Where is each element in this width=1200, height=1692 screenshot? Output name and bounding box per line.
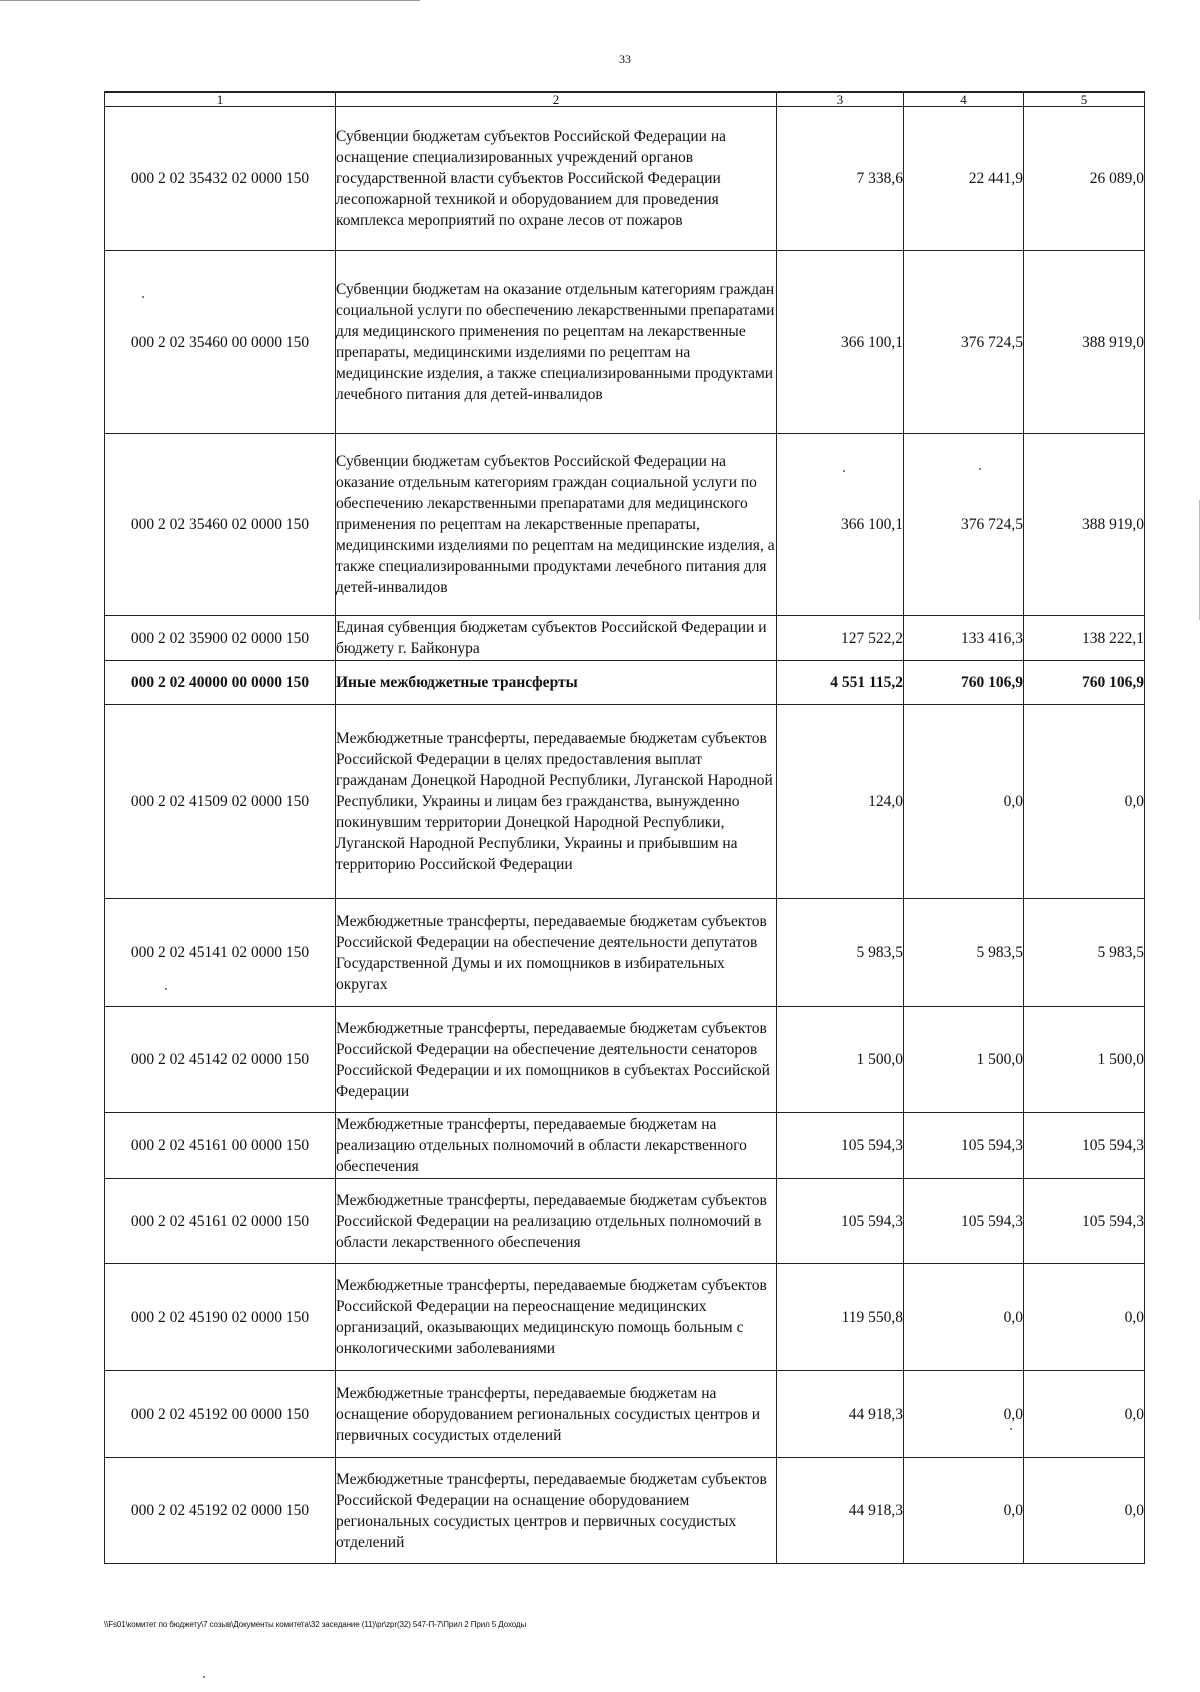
scan-speck — [165, 988, 167, 990]
description-cell: Межбюджетные трансферты, передаваемые бюджетам субъектов Российской Федерации в целях предоставления выплат гражданам Донецкой Народной Республики, Луганской Народной Республики, Украины и лицам без гражданства, вынужденно покинувшим территории Донецкой Народной Республики, Луганской Народной Республики, Украины и прибывшим на территорию Российской Федерации — [336, 705, 777, 899]
amount-cell-col3: 105 594,3 — [777, 1113, 904, 1179]
table-row — [105, 107, 1145, 251]
amount-cell-col5: 105 594,3 — [1024, 1179, 1145, 1264]
budget-code-cell: 000 2 02 35432 02 0000 150 — [105, 107, 336, 251]
table-row — [105, 1179, 1145, 1264]
description-cell: Межбюджетные трансферты, передаваемые бюджетам субъектов Российской Федерации на оснащение оборудованием региональных сосудистых центров и первичных сосудистых отделений — [336, 1458, 777, 1564]
amount-cell-col4: 5 983,5 — [904, 899, 1024, 1007]
amount-cell-col3: 119 550,8 — [777, 1264, 904, 1371]
amount-cell-col3: 366 100,1 — [777, 434, 904, 616]
description-cell: Межбюджетные трансферты, передаваемые бюджетам на реализацию отдельных полномочий в области лекарственного обеспечения — [336, 1113, 777, 1179]
table-row — [105, 1264, 1145, 1371]
amount-cell-col5: 138 222,1 — [1024, 616, 1145, 661]
budget-code-cell: 000 2 02 45161 00 0000 150 — [105, 1113, 336, 1179]
amount-cell-col3: 105 594,3 — [777, 1179, 904, 1264]
column-number-header-row — [105, 92, 1145, 107]
amount-cell-col4: 133 416,3 — [904, 616, 1024, 661]
amount-cell-col4: 0,0 — [904, 1264, 1024, 1371]
table-row-section-total — [105, 661, 1145, 705]
table-row — [105, 1371, 1145, 1458]
column-header: 1 — [105, 92, 336, 107]
table-row — [105, 434, 1145, 616]
amount-cell-col5: 26 089,0 — [1024, 107, 1145, 251]
table-row — [105, 899, 1145, 1007]
table-row — [105, 1458, 1145, 1564]
amount-cell-col3: 1 500,0 — [777, 1007, 904, 1113]
budget-code-cell: 000 2 02 45161 02 0000 150 — [105, 1179, 336, 1264]
table-row — [105, 1007, 1145, 1113]
amount-cell-col3: 44 918,3 — [777, 1458, 904, 1564]
scan-speck — [1010, 1428, 1012, 1430]
amount-cell-col4: 22 441,9 — [904, 107, 1024, 251]
amount-cell-col4: 376 724,5 — [904, 251, 1024, 434]
amount-cell-col4: 105 594,3 — [904, 1113, 1024, 1179]
amount-cell-col3: 4 551 115,2 — [777, 661, 904, 705]
description-cell: Субвенции бюджетам на оказание отдельным категориям граждан социальной услуги по обеспечению лекарственными препаратами для медицинского применения по рецептам на лекарственные препараты, медицинскими изделиями по рецептам на медицинские изделия, а также специализированными продуктами лечебного питания для детей-инвалидов — [336, 251, 777, 434]
column-header: 4 — [904, 92, 1024, 107]
amount-cell-col4: 0,0 — [904, 1458, 1024, 1564]
table-row — [105, 251, 1145, 434]
scan-speck — [979, 468, 981, 470]
amount-cell-col5: 0,0 — [1024, 1458, 1145, 1564]
amount-cell-col4: 0,0 — [904, 705, 1024, 899]
page-number: 33 — [619, 52, 631, 66]
column-header: 5 — [1024, 92, 1145, 107]
amount-cell-col5: 1 500,0 — [1024, 1007, 1145, 1113]
budget-code-cell: 000 2 02 45142 02 0000 150 — [105, 1007, 336, 1113]
table-row — [105, 616, 1145, 661]
scan-speck — [203, 1676, 205, 1678]
description-cell: Субвенции бюджетам субъектов Российской Федерации на оснащение специализированных учреждений органов государственной власти субъектов Российской Федерации лесопожарной техникой и оборудованием для проведения комплекса мероприятий по охране лесов от пожаров — [336, 107, 777, 251]
amount-cell-col5: 0,0 — [1024, 1371, 1145, 1458]
description-cell: Межбюджетные трансферты, передаваемые бюджетам субъектов Российской Федерации на обеспечение деятельности депутатов Государственной Думы и их помощников в избирательных округах — [336, 899, 777, 1007]
amount-cell-col3: 124,0 — [777, 705, 904, 899]
scan-edge-line — [0, 0, 420, 1]
budget-code-cell: 000 2 02 35460 00 0000 150 — [105, 251, 336, 434]
description-cell: Межбюджетные трансферты, передаваемые бюджетам на оснащение оборудованием региональных сосудистых центров и первичных сосудистых отделений — [336, 1371, 777, 1458]
amount-cell-col4: 1 500,0 — [904, 1007, 1024, 1113]
description-cell: Субвенции бюджетам субъектов Российской Федерации на оказание отдельным категориям граждан социальной услуги по обеспечению лекарственными препаратами для медицинского применения по рецептам на лекарственные препараты, медицинскими изделиями по рецептам на медицинские изделия, а также специализированными продуктами лечебного питания для детей-инвалидов — [336, 434, 777, 616]
budget-code-cell: 000 2 02 41509 02 0000 150 — [105, 705, 336, 899]
description-cell: Межбюджетные трансферты, передаваемые бюджетам субъектов Российской Федерации на обеспечение деятельности сенаторов Российской Федерации и их помощников в субъектах Российской Федерации — [336, 1007, 777, 1113]
amount-cell-col5: 105 594,3 — [1024, 1113, 1145, 1179]
budget-code-cell: 000 2 02 35900 02 0000 150 — [105, 616, 336, 661]
budget-revenue-table — [104, 91, 1145, 1564]
table-row — [105, 1113, 1145, 1179]
description-cell: Единая субвенция бюджетам субъектов Российской Федерации и бюджету г. Байконура — [336, 616, 777, 661]
scan-speck — [142, 296, 144, 298]
amount-cell-col4: 376 724,5 — [904, 434, 1024, 616]
budget-code-cell: 000 2 02 45141 02 0000 150 — [105, 899, 336, 1007]
budget-code-cell: 000 2 02 45192 00 0000 150 — [105, 1371, 336, 1458]
description-cell: Межбюджетные трансферты, передаваемые бюджетам субъектов Российской Федерации на переоснащение медицинских организаций, оказывающих медицинскую помощь больным с онкологическими заболеваниями — [336, 1264, 777, 1371]
column-header: 3 — [777, 92, 904, 107]
scan-speck — [843, 470, 845, 472]
amount-cell-col3: 5 983,5 — [777, 899, 904, 1007]
budget-code-cell: 000 2 02 35460 02 0000 150 — [105, 434, 336, 616]
amount-cell-col5: 388 919,0 — [1024, 434, 1145, 616]
description-cell: Иные межбюджетные трансферты — [336, 661, 777, 705]
amount-cell-col5: 0,0 — [1024, 705, 1145, 899]
amount-cell-col4: 105 594,3 — [904, 1179, 1024, 1264]
amount-cell-col5: 0,0 — [1024, 1264, 1145, 1371]
amount-cell-col5: 388 919,0 — [1024, 251, 1145, 434]
description-cell: Межбюджетные трансферты, передаваемые бюджетам субъектов Российской Федерации на реализацию отдельных полномочий в области лекарственного обеспечения — [336, 1179, 777, 1264]
amount-cell-col5: 760 106,9 — [1024, 661, 1145, 705]
amount-cell-col3: 7 338,6 — [777, 107, 904, 251]
amount-cell-col3: 366 100,1 — [777, 251, 904, 434]
budget-code-cell: 000 2 02 45192 02 0000 150 — [105, 1458, 336, 1564]
amount-cell-col4: 760 106,9 — [904, 661, 1024, 705]
footer-file-path: \\Fs01\комитет по бюджету\7 созыв\Документы комитета\32 заседание (11)\pr\zpr(32) 547-П-7\Прил 2 Прил 5 Доходы — [104, 1620, 527, 1629]
column-header: 2 — [336, 92, 777, 107]
amount-cell-col3: 44 918,3 — [777, 1371, 904, 1458]
table-row — [105, 705, 1145, 899]
budget-code-cell: 000 2 02 40000 00 0000 150 — [105, 661, 336, 705]
amount-cell-col4: 0,0 — [904, 1371, 1024, 1458]
amount-cell-col5: 5 983,5 — [1024, 899, 1145, 1007]
amount-cell-col3: 127 522,2 — [777, 616, 904, 661]
budget-code-cell: 000 2 02 45190 02 0000 150 — [105, 1264, 336, 1371]
